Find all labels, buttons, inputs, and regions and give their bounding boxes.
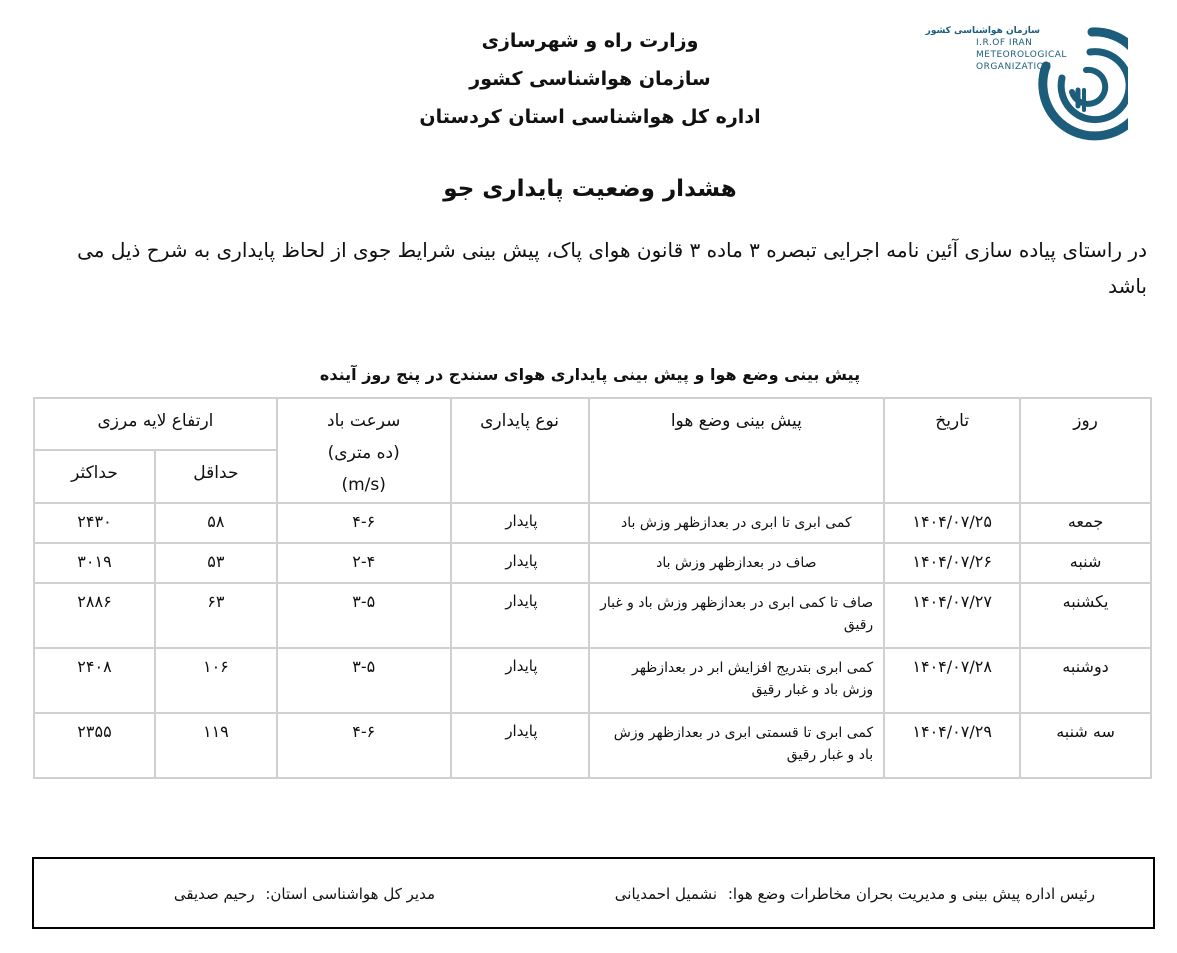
cell-day: شنبه <box>1020 543 1151 583</box>
cell-date: ۱۴۰۴/۰۷/۲۵ <box>884 503 1020 543</box>
director-label: مدیر کل هواشناسی استان: <box>265 885 435 903</box>
cell-weather: صاف تا کمی ابری در بعدازظهر وزش باد و غبار رقیق <box>589 583 885 648</box>
cell-min: ۱۱۹ <box>155 713 277 778</box>
table-title: پیش بینی وضع هوا و پیش بینی پایداری هوای سنندج در پنج روز آینده <box>319 365 861 384</box>
cell-min: ۱۰۶ <box>155 648 277 713</box>
cell-min: ۶۳ <box>155 583 277 648</box>
header-date: تاریخ <box>884 398 1020 503</box>
org-header <box>400 22 780 136</box>
cell-max: ۲۸۸۶ <box>34 583 155 648</box>
header-wind-speed <box>277 398 451 503</box>
cell-min: ۵۳ <box>155 543 277 583</box>
table-row <box>34 648 1151 713</box>
cell-stability-type: پایدار <box>451 648 589 713</box>
cell-max: ۲۴۰۸ <box>34 648 155 713</box>
table-row <box>34 503 1151 543</box>
cell-day: سه شنبه <box>1020 713 1151 778</box>
cell-wind: ۳-۵ <box>277 583 451 648</box>
table-row <box>34 713 1151 778</box>
header-boundary-height: ارتفاع لایه مرزی <box>34 398 277 450</box>
cell-date: ۱۴۰۴/۰۷/۲۶ <box>884 543 1020 583</box>
logo-line-2: METEOROLOGICAL <box>976 50 1067 60</box>
wind-header-line-2: (ده متری) <box>327 443 400 463</box>
cell-weather: کمی ابری بتدریج افزایش ابر در بعدازظهر وزش باد و غبار رقیق <box>589 648 885 713</box>
header-min: حداقل <box>155 450 277 503</box>
forecast-head-label: رئیس اداره پیش بینی و مدیریت بحران مخاطرات وضع هوا: <box>727 885 1095 903</box>
cell-day: دوشنبه <box>1020 648 1151 713</box>
spiral-logo-icon <box>1032 26 1128 144</box>
cell-max: ۳۰۱۹ <box>34 543 155 583</box>
forecast-table <box>33 397 1152 779</box>
header-stability-type: نوع پایداری <box>451 398 589 503</box>
cell-day: یکشنبه <box>1020 583 1151 648</box>
table-row <box>34 543 1151 583</box>
logo-line-1: I.R.OF IRAN <box>976 38 1033 48</box>
cell-stability-type: پایدار <box>451 543 589 583</box>
cell-date: ۱۴۰۴/۰۷/۲۷ <box>884 583 1020 648</box>
organization-name: سازمان هواشناسی کشور <box>469 68 711 90</box>
office-name: اداره کل هواشناسی استان کردستان <box>419 106 761 128</box>
cell-min: ۵۸ <box>155 503 277 543</box>
table-row <box>34 583 1151 648</box>
cell-weather: صاف در بعدازظهر وزش باد <box>589 543 885 583</box>
logo-line-3: ORGANIZATION <box>976 62 1052 72</box>
meteorological-logo <box>925 22 1132 147</box>
wind-header-line-1: سرعت باد <box>327 411 401 431</box>
director-name: رحیم صدیقی <box>173 885 255 903</box>
cell-date: ۱۴۰۴/۰۷/۲۸ <box>884 648 1020 713</box>
warning-title: هشدار وضعیت پایداری جو <box>443 176 737 202</box>
cell-wind: ۲-۴ <box>277 543 451 583</box>
cell-wind: ۴-۶ <box>277 503 451 543</box>
cell-day: جمعه <box>1020 503 1151 543</box>
forecast-head-name: نشمیل احمدیانی <box>614 885 718 903</box>
header-weather: پیش بینی وضع هوا <box>589 398 885 503</box>
cell-stability-type: پایدار <box>451 583 589 648</box>
cell-max: ۲۳۵۵ <box>34 713 155 778</box>
header-day: روز <box>1020 398 1151 503</box>
cell-weather: کمی ابری تا ابری در بعدازظهر وزش باد <box>589 503 885 543</box>
logo-persian-name: سازمان هواشناسی کشور <box>925 26 1040 36</box>
signature-box <box>32 857 1155 929</box>
director-signature <box>174 885 435 903</box>
cell-stability-type: پایدار <box>451 713 589 778</box>
forecast-head-signature <box>615 885 1095 903</box>
cell-max: ۲۴۳۰ <box>34 503 155 543</box>
cell-wind: ۴-۶ <box>277 713 451 778</box>
header-max: حداکثر <box>34 450 155 503</box>
cell-date: ۱۴۰۴/۰۷/۲۹ <box>884 713 1020 778</box>
cell-weather: کمی ابری تا قسمتی ابری در بعدازظهر وزش باد و غبار رقیق <box>589 713 885 778</box>
ministry-name: وزارت راه و شهرسازی <box>481 30 699 52</box>
cell-stability-type: پایدار <box>451 503 589 543</box>
wind-header-line-3: (m/s) <box>341 475 386 495</box>
intro-paragraph: در راستای پیاده سازی آئین نامه اجرایی تبصره ۳ ماده ۳ قانون هوای پاک، پیش بینی شرایط جوی از لحاظ پایداری به شرح ذیل می باشد <box>77 238 1147 298</box>
cell-wind: ۳-۵ <box>277 648 451 713</box>
